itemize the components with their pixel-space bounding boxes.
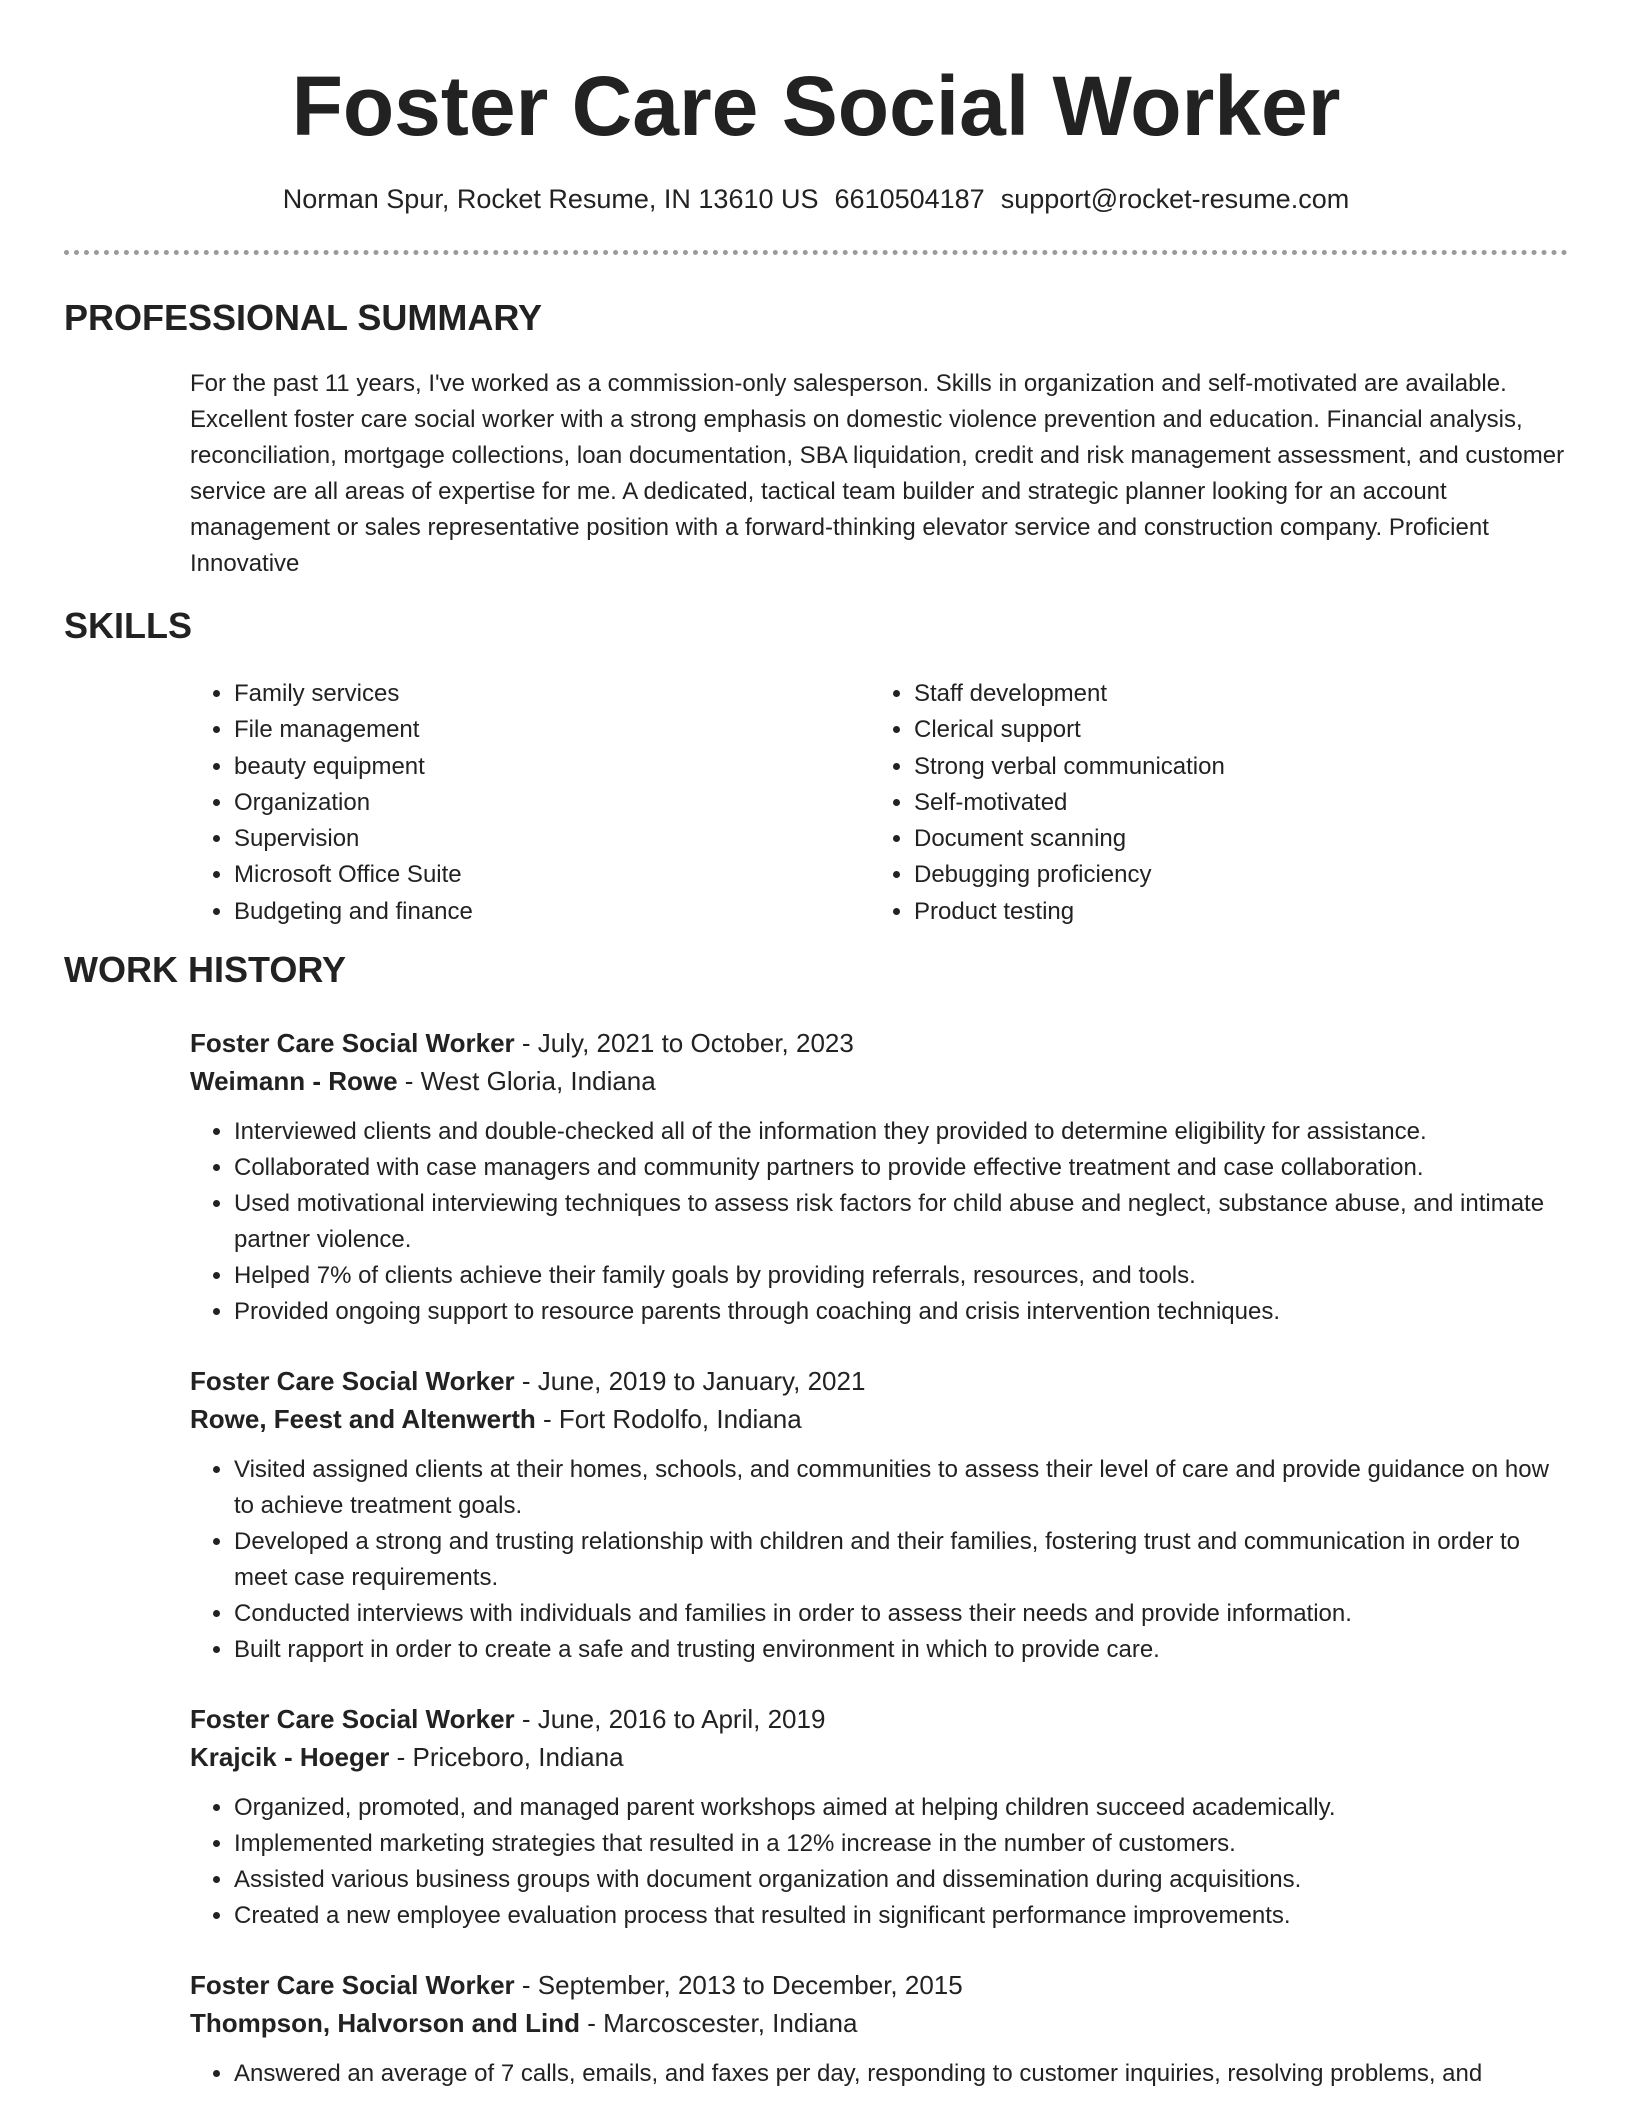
- job-title: Foster Care Social Worker: [190, 1970, 515, 2000]
- job-bullet: • Interviewed clients and double-checked all of the information they provided to determine eligibility for assistance.: [234, 1114, 1570, 1150]
- contact-phone: 6610504187: [834, 184, 985, 214]
- skill-item: • Family services: [234, 676, 870, 712]
- job-bullet: • Answered an average of 7 calls, emails, and faxes per day, responding to customer inquiries, resolving problems, and: [234, 2056, 1570, 2092]
- job-company: Thompson, Halvorson and Lind: [190, 2008, 580, 2038]
- job-location: - Fort Rodolfo, Indiana: [535, 1404, 802, 1434]
- resume-name-title: Foster Care Social Worker: [291, 59, 1341, 153]
- job-dates: - September, 2013 to December, 2015: [514, 1970, 963, 2000]
- job-title-line: [190, 1362, 1570, 1400]
- job-entry: [190, 1024, 1570, 1330]
- skill-item: • Organization: [234, 785, 870, 821]
- job-dates: - June, 2019 to January, 2021: [514, 1366, 866, 1396]
- job-company-line: [190, 1738, 1570, 1776]
- job-company: Krajcik - Hoeger: [190, 1742, 390, 1772]
- job-dates: - June, 2016 to April, 2019: [514, 1704, 826, 1734]
- job-title-line: [190, 1966, 1570, 2004]
- job-bullet: • Helped 7% of clients achieve their family goals by providing referrals, resources, and tools.: [234, 1258, 1570, 1294]
- job-bullets: [190, 1114, 1570, 1330]
- skill-item: • Supervision: [234, 821, 870, 857]
- job-dates: - July, 2021 to October, 2023: [514, 1028, 854, 1058]
- job-title: Foster Care Social Worker: [190, 1704, 515, 1734]
- summary-text: For the past 11 years, I've worked as a commission-only salesperson. Skills in organization and self-motivated are available. Excellent foster care social worker with a strong emphasis on domestic violence prevention and education. Financial analysis, reconciliation, mortgage collections, loan documentation, SBA liquidation, credit and risk management assessment, and customer service are all areas of expertise for me. A dedicated, tactical team builder and strategic planner looking for an account management or sales representative position with a forward-thinking elevator service and construction company. Proficient Innovative: [190, 370, 1565, 577]
- job-company-line: [190, 2004, 1570, 2042]
- section-title-summary: PROFESSIONAL SUMMARY: [64, 297, 543, 338]
- job-title: Foster Care Social Worker: [190, 1028, 515, 1058]
- job-bullets: [190, 2056, 1570, 2092]
- skill-item: • beauty equipment: [234, 749, 870, 785]
- work-history: [190, 1024, 1570, 2112]
- job-bullet: • Built rapport in order to create a safe and trusting environment in which to provide care.: [234, 1632, 1570, 1668]
- job-bullet: • Conducted interviews with individuals and families in order to assess their needs and provide information.: [234, 1596, 1570, 1632]
- job-title: Foster Care Social Worker: [190, 1366, 515, 1396]
- skills-column-right: [870, 676, 1550, 930]
- section-title-work-history: WORK HISTORY: [64, 949, 347, 990]
- job-location: - Marcoscester, Indiana: [580, 2008, 858, 2038]
- skill-item: • File management: [234, 712, 870, 748]
- skill-item: • Staff development: [914, 676, 1550, 712]
- job-entry: [190, 1700, 1570, 1934]
- job-bullet: • Implemented marketing strategies that resulted in a 12% increase in the number of customers.: [234, 1826, 1570, 1862]
- skill-item: • Self-motivated: [914, 785, 1550, 821]
- job-title-line: [190, 1024, 1570, 1062]
- job-bullets: [190, 1452, 1570, 1668]
- job-bullet: • Used motivational interviewing techniques to assess risk factors for child abuse and neglect, substance abuse, and intimate partner violence.: [234, 1186, 1570, 1258]
- job-location: - West Gloria, Indiana: [397, 1066, 656, 1096]
- job-company: Rowe, Feest and Altenwerth: [190, 1404, 536, 1434]
- skill-item: • Strong verbal communication: [914, 749, 1550, 785]
- skills-list: [190, 676, 1570, 930]
- job-bullet: • Organized, promoted, and managed parent workshops aimed at helping children succeed academically.: [234, 1790, 1570, 1826]
- job-bullet: • Provided ongoing support to resource parents through coaching and crisis intervention techniques.: [234, 1294, 1570, 1330]
- job-bullet: • Collaborated with case managers and community partners to provide effective treatment and case collaboration.: [234, 1150, 1570, 1186]
- contact-address: Norman Spur, Rocket Resume, IN 13610 US: [282, 184, 819, 214]
- skill-item: • Debugging proficiency: [914, 857, 1550, 893]
- skill-item: • Clerical support: [914, 712, 1550, 748]
- skill-item: • Budgeting and finance: [234, 894, 870, 930]
- job-company-line: [190, 1400, 1570, 1438]
- job-title-line: [190, 1700, 1570, 1738]
- job-bullet: • Visited assigned clients at their homes, schools, and communities to assess their level of care and provide guidance on how to achieve treatment goals.: [234, 1452, 1570, 1524]
- section-title-skills: SKILLS: [64, 605, 193, 646]
- job-bullets: [190, 1790, 1570, 1934]
- contact-email: support@rocket-resume.com: [1000, 184, 1350, 214]
- job-bullet: • Assisted various business groups with document organization and dissemination during acquisitions.: [234, 1862, 1570, 1898]
- skill-item: • Microsoft Office Suite: [234, 857, 870, 893]
- job-entry: [190, 1966, 1570, 2092]
- contact-line: [0, 182, 1632, 216]
- job-company-line: [190, 1062, 1570, 1100]
- skill-item: • Document scanning: [914, 821, 1550, 857]
- skills-column-left: [190, 676, 870, 930]
- skill-item: • Product testing: [914, 894, 1550, 930]
- job-company: Weimann - Rowe: [190, 1066, 398, 1096]
- job-bullet: • Created a new employee evaluation process that resulted in significant performance improvements.: [234, 1898, 1570, 1934]
- job-location: - Priceboro, Indiana: [389, 1742, 624, 1772]
- header-divider: [64, 250, 1568, 255]
- job-entry: [190, 1362, 1570, 1668]
- job-bullet: • Developed a strong and trusting relationship with children and their families, fostering trust and communication in order to meet case requirements.: [234, 1524, 1570, 1596]
